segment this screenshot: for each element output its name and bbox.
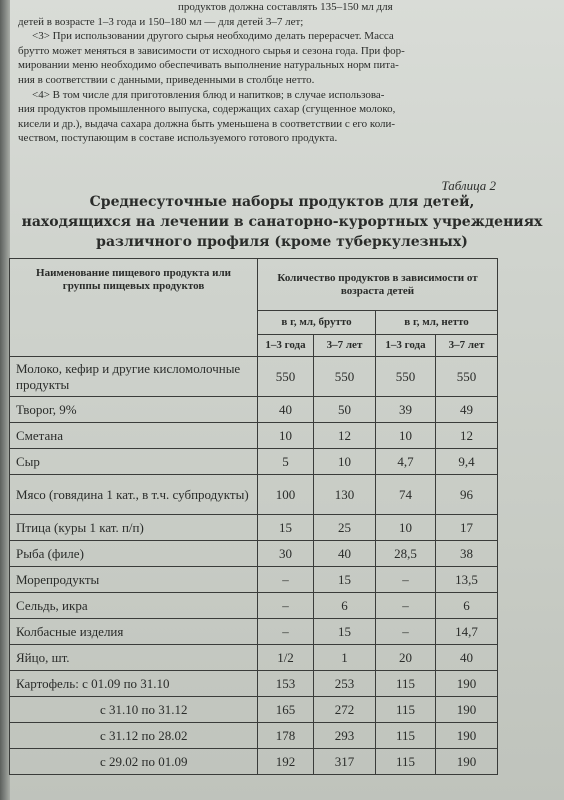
quantity-cell: 4,7 xyxy=(376,449,436,475)
quantity-cell: 550 xyxy=(376,357,436,397)
table-row xyxy=(10,567,498,593)
product-name: Молоко, кефир и другие кисломолочные продукты xyxy=(10,357,258,397)
quantity-cell: 50 xyxy=(314,397,376,423)
table-row xyxy=(10,697,498,723)
quantity-cell: 317 xyxy=(314,749,376,775)
quantity-cell: 190 xyxy=(436,697,498,723)
quantity-cell: 130 xyxy=(314,475,376,515)
product-name: с 29.02 по 01.09 xyxy=(10,749,258,775)
product-name: Яйцо, шт. xyxy=(10,645,258,671)
quantity-cell: 115 xyxy=(376,723,436,749)
quantity-cell: 9,4 xyxy=(436,449,498,475)
quantity-cell: 12 xyxy=(436,423,498,449)
quantity-cell: 15 xyxy=(314,619,376,645)
table-title-line: различного профиля (кроме туберкулезных) xyxy=(96,234,468,250)
quantity-cell: – xyxy=(376,619,436,645)
table-row xyxy=(10,749,498,775)
quantity-cell: 15 xyxy=(258,515,314,541)
table-row xyxy=(10,449,498,475)
product-name: Птица (куры 1 кат. п/п) xyxy=(10,515,258,541)
footnotes-text xyxy=(18,0,498,146)
quantity-cell: 192 xyxy=(258,749,314,775)
table-title-line: находящихся на лечении в санаторно-курортных учреждениях xyxy=(21,214,543,230)
quantity-cell: 20 xyxy=(376,645,436,671)
quantity-cell: 15 xyxy=(314,567,376,593)
table-row xyxy=(10,357,498,397)
header-netto: в г, мл, нетто xyxy=(376,311,498,335)
product-name: Сыр xyxy=(10,449,258,475)
product-name: Творог, 9% xyxy=(10,397,258,423)
products-table xyxy=(9,258,498,775)
quantity-cell: 272 xyxy=(314,697,376,723)
table-row xyxy=(10,541,498,567)
product-name: Колбасные изделия xyxy=(10,619,258,645)
table-body xyxy=(10,357,498,775)
quantity-cell: 550 xyxy=(436,357,498,397)
table-row xyxy=(10,645,498,671)
quantity-cell: 550 xyxy=(314,357,376,397)
intro-line: мировании меню необходимо обеспечивать выполнение натуральных норм пита- xyxy=(18,59,399,72)
product-name: Морепродукты xyxy=(10,567,258,593)
quantity-cell: 115 xyxy=(376,697,436,723)
table-row xyxy=(10,397,498,423)
product-name: Сметана xyxy=(10,423,258,449)
quantity-cell: – xyxy=(376,567,436,593)
header-quantity: Количество продуктов в зависимости от возраста детей xyxy=(258,259,498,311)
quantity-cell: 293 xyxy=(314,723,376,749)
intro-line: брутто может меняться в зависимости от исходного сырья и сезона года. При фор- xyxy=(18,44,405,57)
quantity-cell: 40 xyxy=(258,397,314,423)
product-name: Сельдь, икра xyxy=(10,593,258,619)
quantity-cell: 49 xyxy=(436,397,498,423)
quantity-cell: 115 xyxy=(376,749,436,775)
quantity-cell: 40 xyxy=(436,645,498,671)
quantity-cell: – xyxy=(258,619,314,645)
quantity-cell: 10 xyxy=(376,515,436,541)
quantity-cell: 38 xyxy=(436,541,498,567)
header-age: 1–3 года xyxy=(376,335,436,357)
quantity-cell: 13,5 xyxy=(436,567,498,593)
quantity-cell: 96 xyxy=(436,475,498,515)
quantity-cell: 25 xyxy=(314,515,376,541)
quantity-cell: 178 xyxy=(258,723,314,749)
quantity-cell: 5 xyxy=(258,449,314,475)
quantity-cell: 30 xyxy=(258,541,314,567)
quantity-cell: 28,5 xyxy=(376,541,436,567)
table-title-line: Среднесуточные наборы продуктов для детей, xyxy=(89,194,475,210)
table-row xyxy=(10,515,498,541)
quantity-cell: 550 xyxy=(258,357,314,397)
quantity-cell: 165 xyxy=(258,697,314,723)
product-name: с 31.12 по 28.02 xyxy=(10,723,258,749)
quantity-cell: 14,7 xyxy=(436,619,498,645)
product-name: с 31.10 по 31.12 xyxy=(10,697,258,723)
header-age: 3–7 лет xyxy=(436,335,498,357)
quantity-cell: 39 xyxy=(376,397,436,423)
table-title xyxy=(0,192,564,252)
table-row xyxy=(10,593,498,619)
quantity-cell: – xyxy=(258,567,314,593)
quantity-cell: 190 xyxy=(436,749,498,775)
quantity-cell: 6 xyxy=(436,593,498,619)
quantity-cell: 115 xyxy=(376,671,436,697)
quantity-cell: 10 xyxy=(314,449,376,475)
quantity-cell: 74 xyxy=(376,475,436,515)
intro-line: ния в соответствии с данными, приведенными в столбце нетто. xyxy=(18,73,315,86)
quantity-cell: 10 xyxy=(258,423,314,449)
intro-line: кисели и др.), выдача сахара должна быть уменьшена в соответствии с его коли- xyxy=(18,117,396,130)
intro-line: детей в возрасте 1–3 года и 150–180 мл — для детей 3–7 лет; xyxy=(18,15,304,28)
product-name: Мясо (говядина 1 кат., в т.ч. субпродукты) xyxy=(10,475,258,515)
intro-line: <3> При использовании другого сырья необходимо делать перерасчет. Масса xyxy=(32,30,394,43)
intro-line: продуктов должна составлять 135–150 мл для xyxy=(178,1,393,13)
quantity-cell: 40 xyxy=(314,541,376,567)
table-row xyxy=(10,619,498,645)
quantity-cell: 17 xyxy=(436,515,498,541)
intro-line: <4> В том числе для приготовления блюд и напитков; в случае использова- xyxy=(32,88,385,101)
intro-line: ния продуктов промышленного выпуска, содержащих сахар (сгущенное молоко, xyxy=(18,103,396,116)
quantity-cell: 190 xyxy=(436,723,498,749)
quantity-cell: 190 xyxy=(436,671,498,697)
header-age: 1–3 года xyxy=(258,335,314,357)
quantity-cell: – xyxy=(258,593,314,619)
quantity-cell: 1 xyxy=(314,645,376,671)
table-row xyxy=(10,723,498,749)
header-age: 3–7 лет xyxy=(314,335,376,357)
header-product-name: Наименование пищевого продукта или группы пищевых продуктов xyxy=(10,259,258,357)
table-row xyxy=(10,475,498,515)
header-brutto: в г, мл, брутто xyxy=(258,311,376,335)
quantity-cell: 6 xyxy=(314,593,376,619)
quantity-cell: 1/2 xyxy=(258,645,314,671)
quantity-cell: 253 xyxy=(314,671,376,697)
table-row xyxy=(10,423,498,449)
quantity-cell: 100 xyxy=(258,475,314,515)
quantity-cell: 153 xyxy=(258,671,314,697)
table-caption: Таблица 2 xyxy=(441,178,496,193)
product-name: Рыба (филе) xyxy=(10,541,258,567)
table-row xyxy=(10,671,498,697)
quantity-cell: 10 xyxy=(376,423,436,449)
quantity-cell: – xyxy=(376,593,436,619)
product-name: Картофель: с 01.09 по 31.10 xyxy=(10,671,258,697)
intro-line: чеством, поступающим в составе используемого готового продукта. xyxy=(18,132,338,145)
quantity-cell: 12 xyxy=(314,423,376,449)
